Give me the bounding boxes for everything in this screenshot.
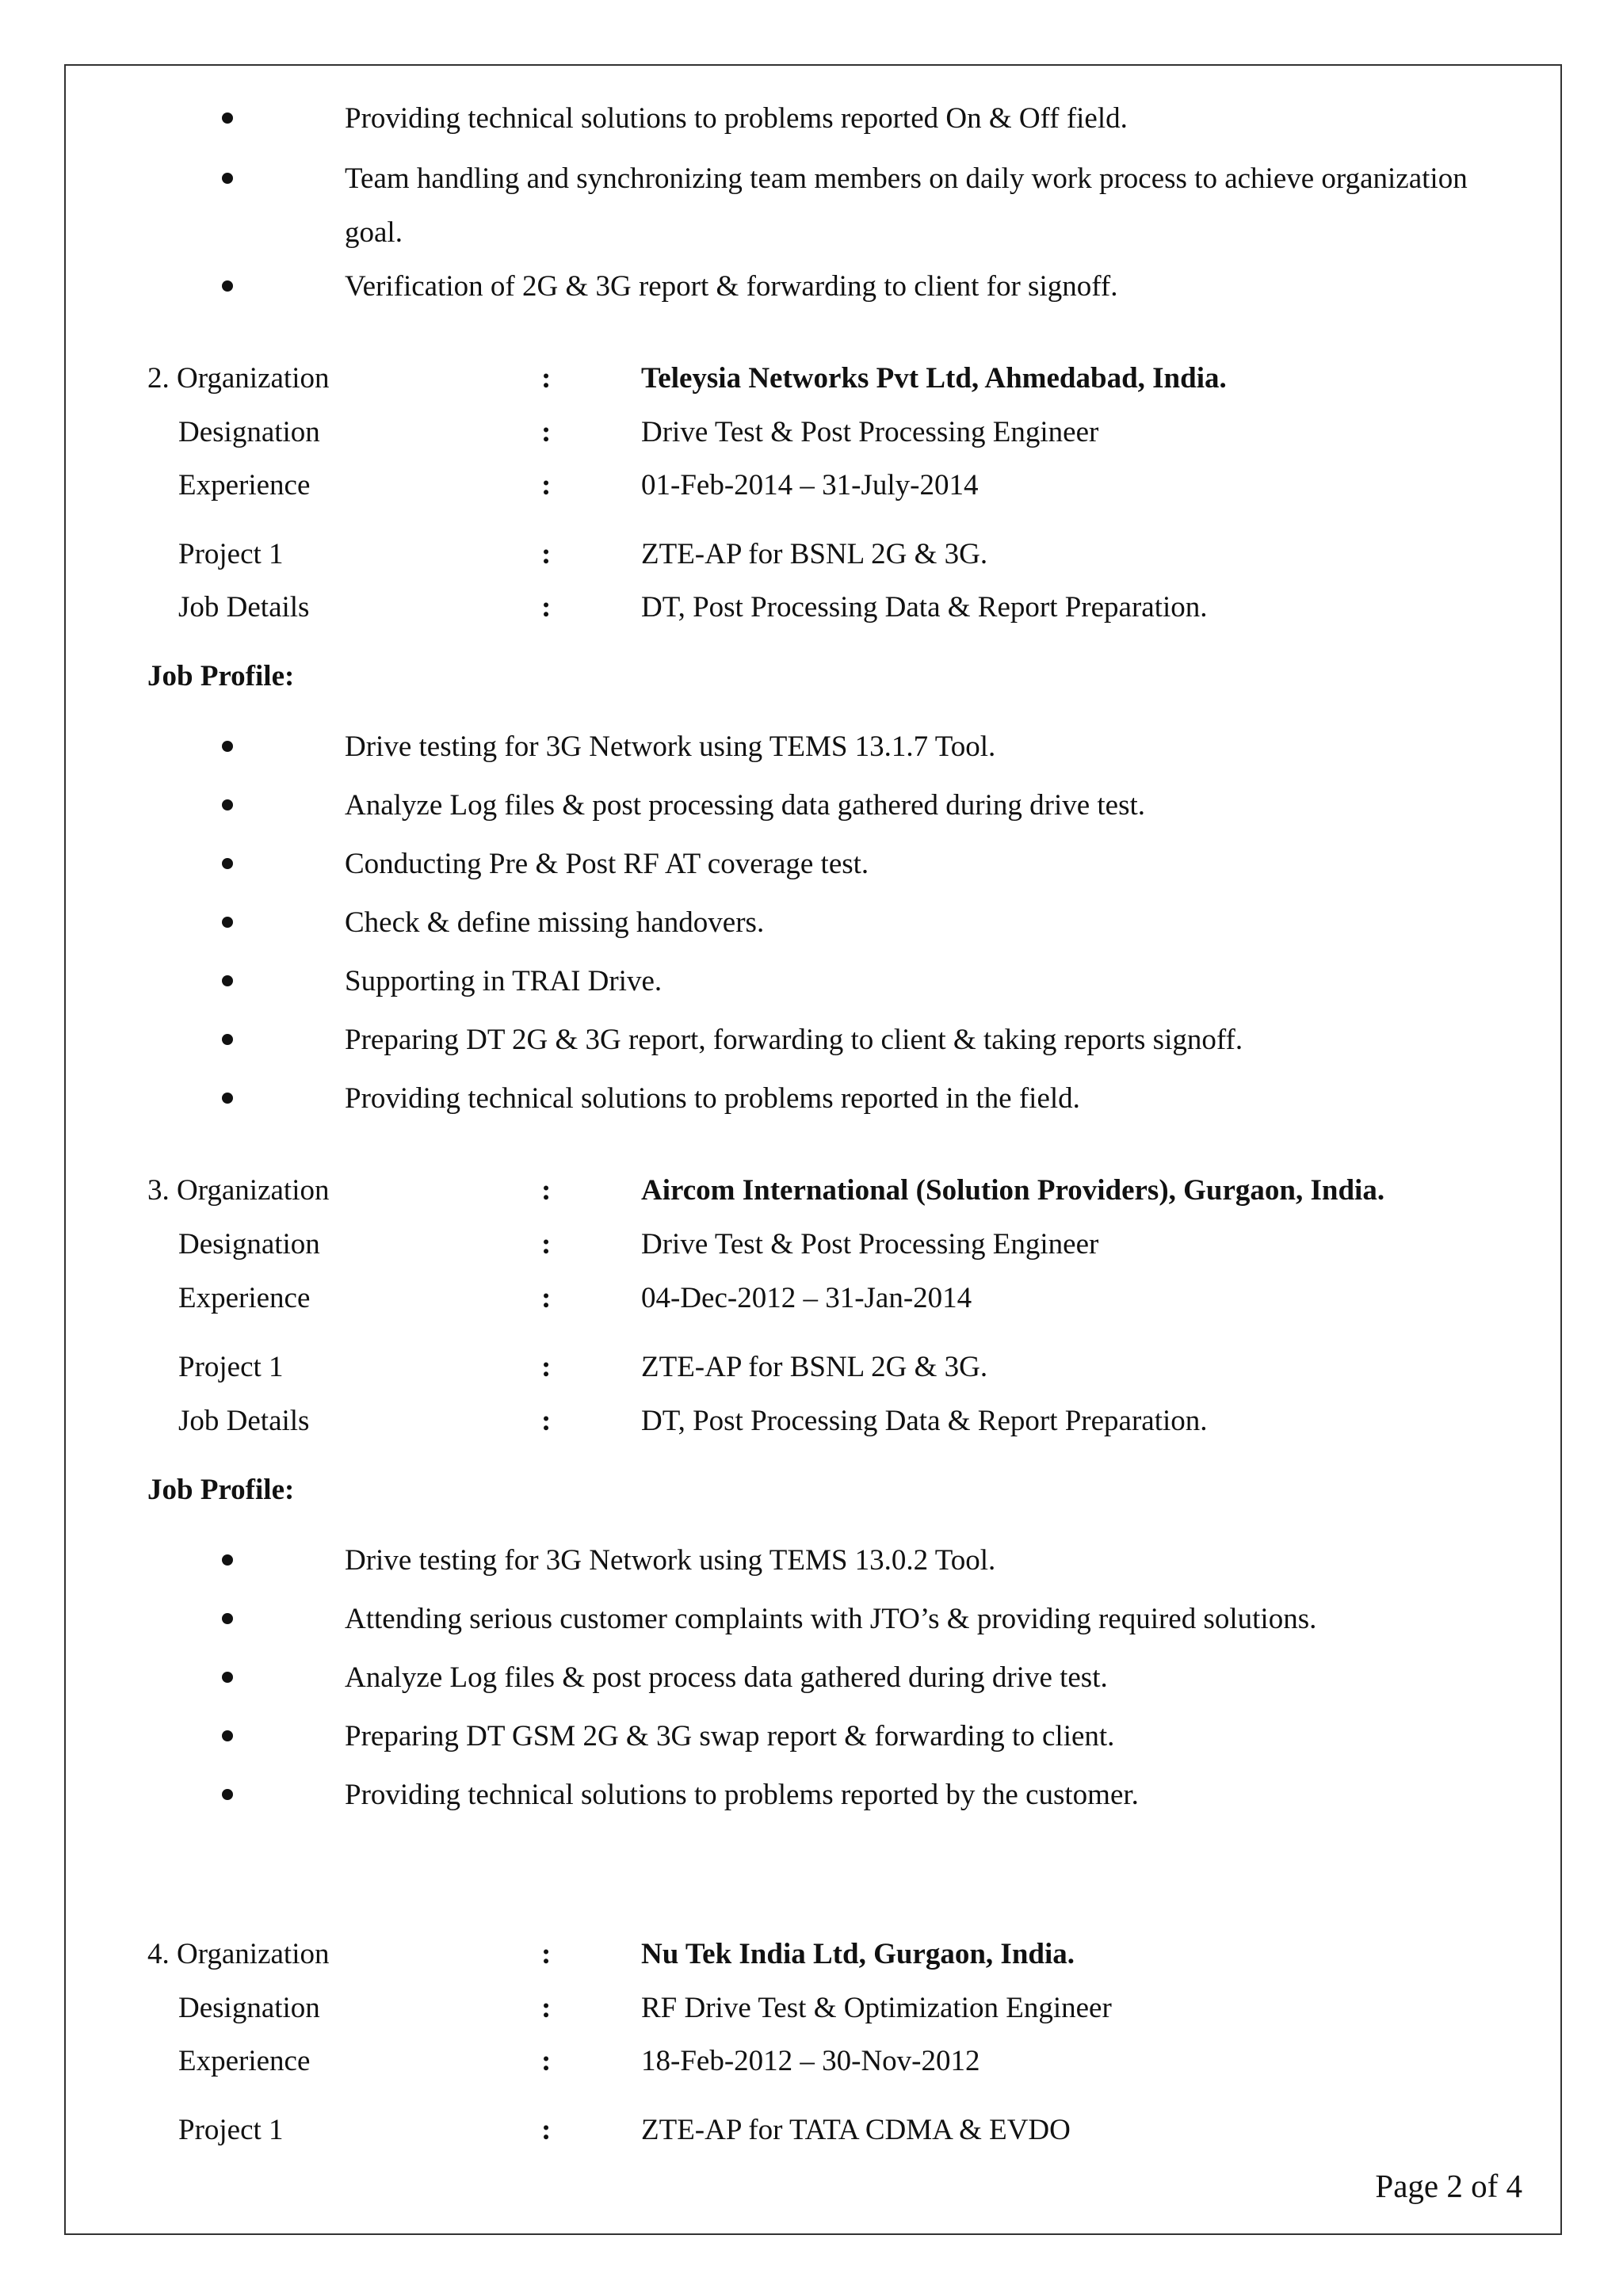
bullet-icon [222,799,233,810]
bullet-icon [222,1034,233,1045]
org2-job-details-value: DT, Post Processing Data & Report Preparation. [641,591,1208,624]
org3-bullet-4: Preparing DT GSM 2G & 3G swap report & forwarding to client. [345,1720,1115,1753]
bullet-icon [222,741,233,752]
org2-colon: : [541,591,552,624]
org3-bullet-5: Providing technical solutions to problems reported by the customer. [345,1779,1139,1811]
org4-colon: : [541,2045,552,2077]
org2-job-profile-heading: Job Profile: [147,660,295,692]
org3-bullet-2: Attending serious customer complaints with JTO’s & providing required solutions. [345,1603,1317,1635]
org3-job-details-value: DT, Post Processing Data & Report Preparation. [641,1405,1208,1437]
org3-project-label: Project 1 [178,1351,284,1383]
org2-bullet-2: Analyze Log files & post processing data gathered during drive test. [345,789,1146,822]
org3-experience-value: 04-Dec-2012 – 31-Jan-2014 [641,1282,972,1314]
bullet-icon [222,1672,233,1683]
org3-designation-label: Designation [178,1228,320,1261]
org4-org-label: 4. Organization [147,1938,330,1970]
org3-colon: : [541,1174,552,1207]
org2-bullet-6: Preparing DT 2G & 3G report, forwarding to client & taking reports signoff. [345,1024,1243,1056]
org2-bullet-1: Drive testing for 3G Network using TEMS 13.1.7 Tool. [345,730,996,763]
org2-colon: : [541,469,552,502]
org2-org-value: Teleysia Networks Pvt Ltd, Ahmedabad, India. [641,362,1227,395]
org3-job-profile-heading: Job Profile: [147,1474,295,1506]
org2-colon: : [541,362,552,395]
org3-experience-label: Experience [178,1282,311,1314]
org4-project-value: ZTE-AP for TATA CDMA & EVDO [641,2114,1071,2146]
org4-designation-value: RF Drive Test & Optimization Engineer [641,1992,1112,2024]
org3-colon: : [541,1405,552,1437]
org3-org-label: 3. Organization [147,1174,330,1207]
org2-bullet-5: Supporting in TRAI Drive. [345,965,663,997]
intro-bullet-1: Providing technical solutions to problems reported On & Off field. [345,102,1128,135]
bullet-icon [222,975,233,986]
org2-designation-label: Designation [178,416,320,448]
org2-colon: : [541,538,552,570]
bullet-icon [222,113,233,124]
org2-org-label: 2. Organization [147,362,330,395]
bullet-icon [222,1789,233,1800]
org3-colon: : [541,1351,552,1383]
org3-bullet-1: Drive testing for 3G Network using TEMS 13.0.2 Tool. [345,1544,996,1577]
org2-experience-value: 01-Feb-2014 – 31-July-2014 [641,469,979,502]
org2-project-value: ZTE-AP for BSNL 2G & 3G. [641,538,988,570]
org3-bullet-3: Analyze Log files & post process data gathered during drive test. [345,1661,1108,1694]
org2-colon: : [541,416,552,448]
bullet-icon [222,1554,233,1566]
org2-job-details-label: Job Details [178,591,310,624]
org4-designation-label: Designation [178,1992,320,2024]
org3-project-value: ZTE-AP for BSNL 2G & 3G. [641,1351,988,1383]
org2-project-label: Project 1 [178,538,284,570]
page-number: Page 2 of 4 [1375,2168,1522,2204]
org3-colon: : [541,1228,552,1261]
org2-bullet-3: Conducting Pre & Post RF AT coverage test. [345,848,869,880]
bullet-icon [222,858,233,869]
org3-job-details-label: Job Details [178,1405,310,1437]
org3-org-value: Aircom International (Solution Providers), Gurgaon, India. [641,1174,1385,1207]
intro-bullet-2-continued: goal. [345,216,403,249]
intro-bullet-3: Verification of 2G & 3G report & forwarding to client for signoff. [345,270,1118,303]
org4-project-label: Project 1 [178,2114,284,2146]
org3-designation-value: Drive Test & Post Processing Engineer [641,1228,1099,1261]
org4-colon: : [541,1992,552,2024]
org3-colon: : [541,1282,552,1314]
org4-experience-value: 18-Feb-2012 – 30-Nov-2012 [641,2045,980,2077]
intro-bullet-2: Team handling and synchronizing team members on daily work process to achieve organization [345,162,1468,195]
org4-colon: : [541,1938,552,1970]
org2-bullet-7: Providing technical solutions to problems reported in the field. [345,1082,1080,1115]
bullet-icon [222,1730,233,1741]
org2-designation-value: Drive Test & Post Processing Engineer [641,416,1099,448]
bullet-icon [222,1613,233,1624]
org2-experience-label: Experience [178,469,311,502]
org4-colon: : [541,2114,552,2146]
bullet-icon [222,1093,233,1104]
bullet-icon [222,917,233,928]
bullet-icon [222,280,233,292]
bullet-icon [222,173,233,184]
org2-bullet-4: Check & define missing handovers. [345,906,765,939]
org4-org-value: Nu Tek India Ltd, Gurgaon, India. [641,1938,1075,1970]
org4-experience-label: Experience [178,2045,311,2077]
